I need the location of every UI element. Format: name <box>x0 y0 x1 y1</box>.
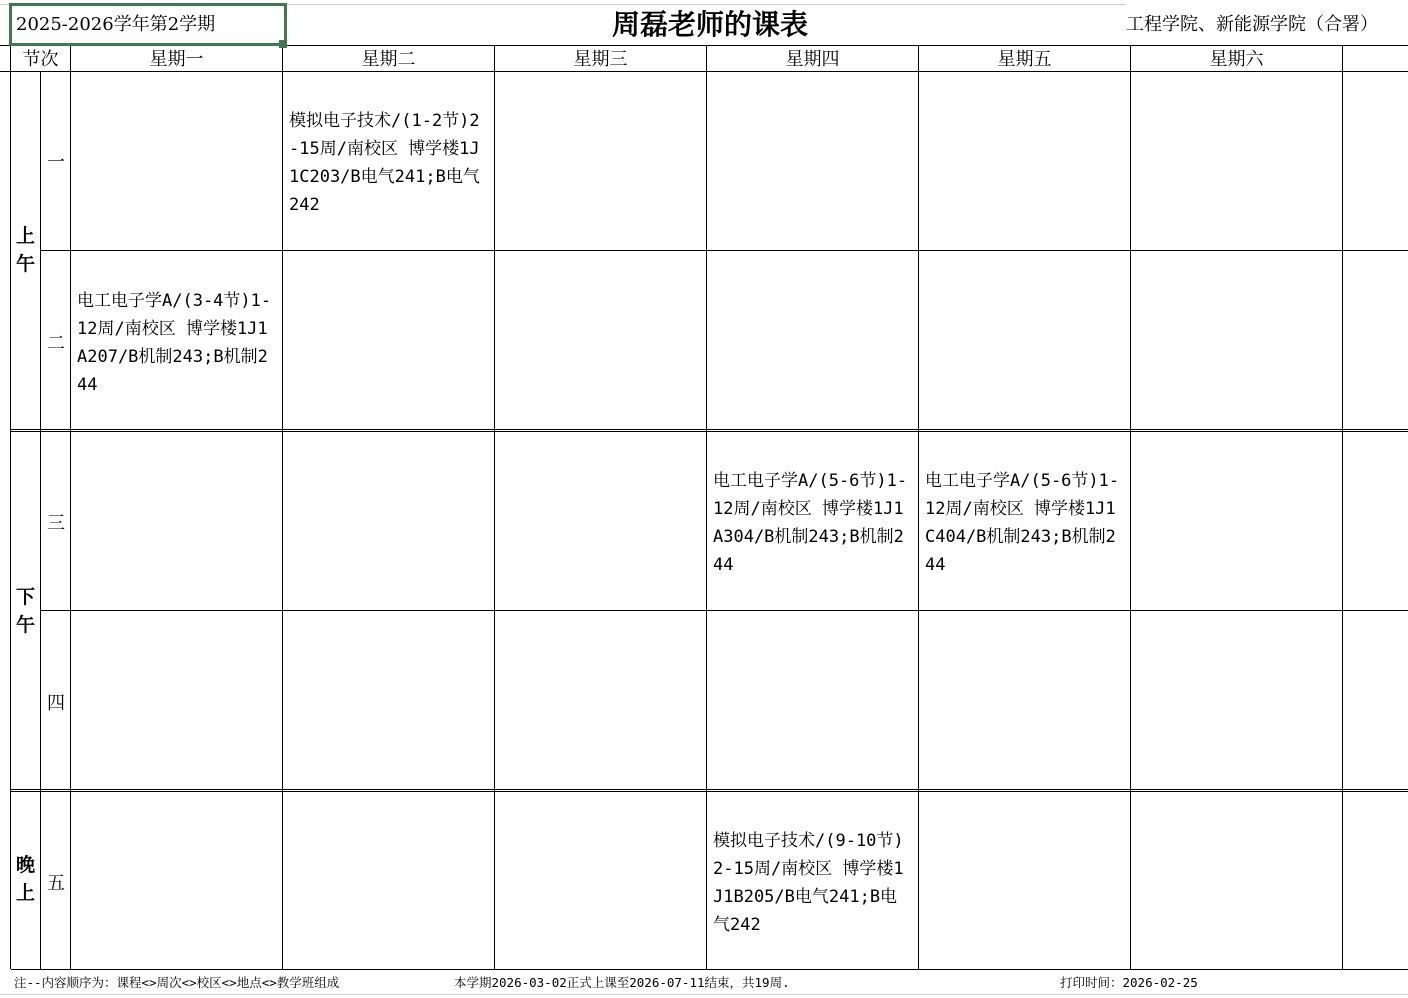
slot-label-3: 三 <box>47 513 65 534</box>
grid-line <box>1342 45 1343 969</box>
slot-divider <box>41 250 1408 251</box>
course-cell[interactable]: 模拟电子技术/(9-10节)2-15周/南校区 博学楼1J1B205/B电气241;B电气242 <box>713 831 904 935</box>
course-cell[interactable]: 电工电子学A/(5-6节)1-12周/南校区 博学楼1J1A304/B机制243;B机制244 <box>713 471 908 575</box>
period-afternoon: 下午 <box>15 586 35 636</box>
term-cell[interactable]: 2025-2026学年第2学期 <box>9 3 287 46</box>
grid-line <box>494 45 495 969</box>
day-header-thu: 星期四 <box>785 49 840 70</box>
grid-line <box>70 45 71 969</box>
footer-bottom <box>0 994 1408 995</box>
footer-note: 注--内容顺序为：课程<>周次<>校区<>地点<>教学班组成 <box>14 975 340 990</box>
slot-label-4: 四 <box>47 693 65 714</box>
course-cell[interactable]: 模拟电子技术/(1-2节)2-15周/南校区 博学楼1J1C203/B电气241;B电气242 <box>289 111 480 215</box>
table-bottom <box>11 969 1408 970</box>
course-cell[interactable]: 电工电子学A/(3-4节)1-12周/南校区 博学楼1J1A207/B机制243;B机制244 <box>77 291 272 395</box>
footer-semester: 本学期2026-03-02正式上课至2026-07-11结束，共19周. <box>454 975 790 990</box>
corner-label: 节次 <box>22 49 59 70</box>
period-divider <box>11 789 1408 792</box>
footer-print-time: 打印时间：2026-02-25 <box>1060 975 1198 990</box>
grid-line <box>10 45 11 969</box>
slot-label-2: 二 <box>47 333 65 354</box>
page-title: 周磊老师的课表 <box>611 8 808 41</box>
day-header-divider <box>0 71 1408 72</box>
fill-handle[interactable] <box>279 40 287 48</box>
period-evening: 晚上 <box>15 854 35 904</box>
day-header-sat: 星期六 <box>1209 49 1264 70</box>
period-divider <box>11 429 1408 432</box>
period-morning: 上午 <box>15 225 35 275</box>
day-header-wed: 星期三 <box>573 49 628 70</box>
slot-label-1: 一 <box>47 152 65 173</box>
day-header-mon: 星期一 <box>149 49 204 70</box>
day-header-fri: 星期五 <box>997 49 1052 70</box>
slot-divider <box>41 610 1408 611</box>
grid-line <box>1130 45 1131 969</box>
course-cell[interactable]: 电工电子学A/(5-6节)1-12周/南校区 博学楼1J1C404/B机制243;B机制244 <box>925 471 1120 575</box>
slot-label-5: 五 <box>47 873 65 894</box>
college-name: 工程学院、新能源学院（合署） <box>1126 3 1408 46</box>
day-header-tue: 星期二 <box>361 49 416 70</box>
